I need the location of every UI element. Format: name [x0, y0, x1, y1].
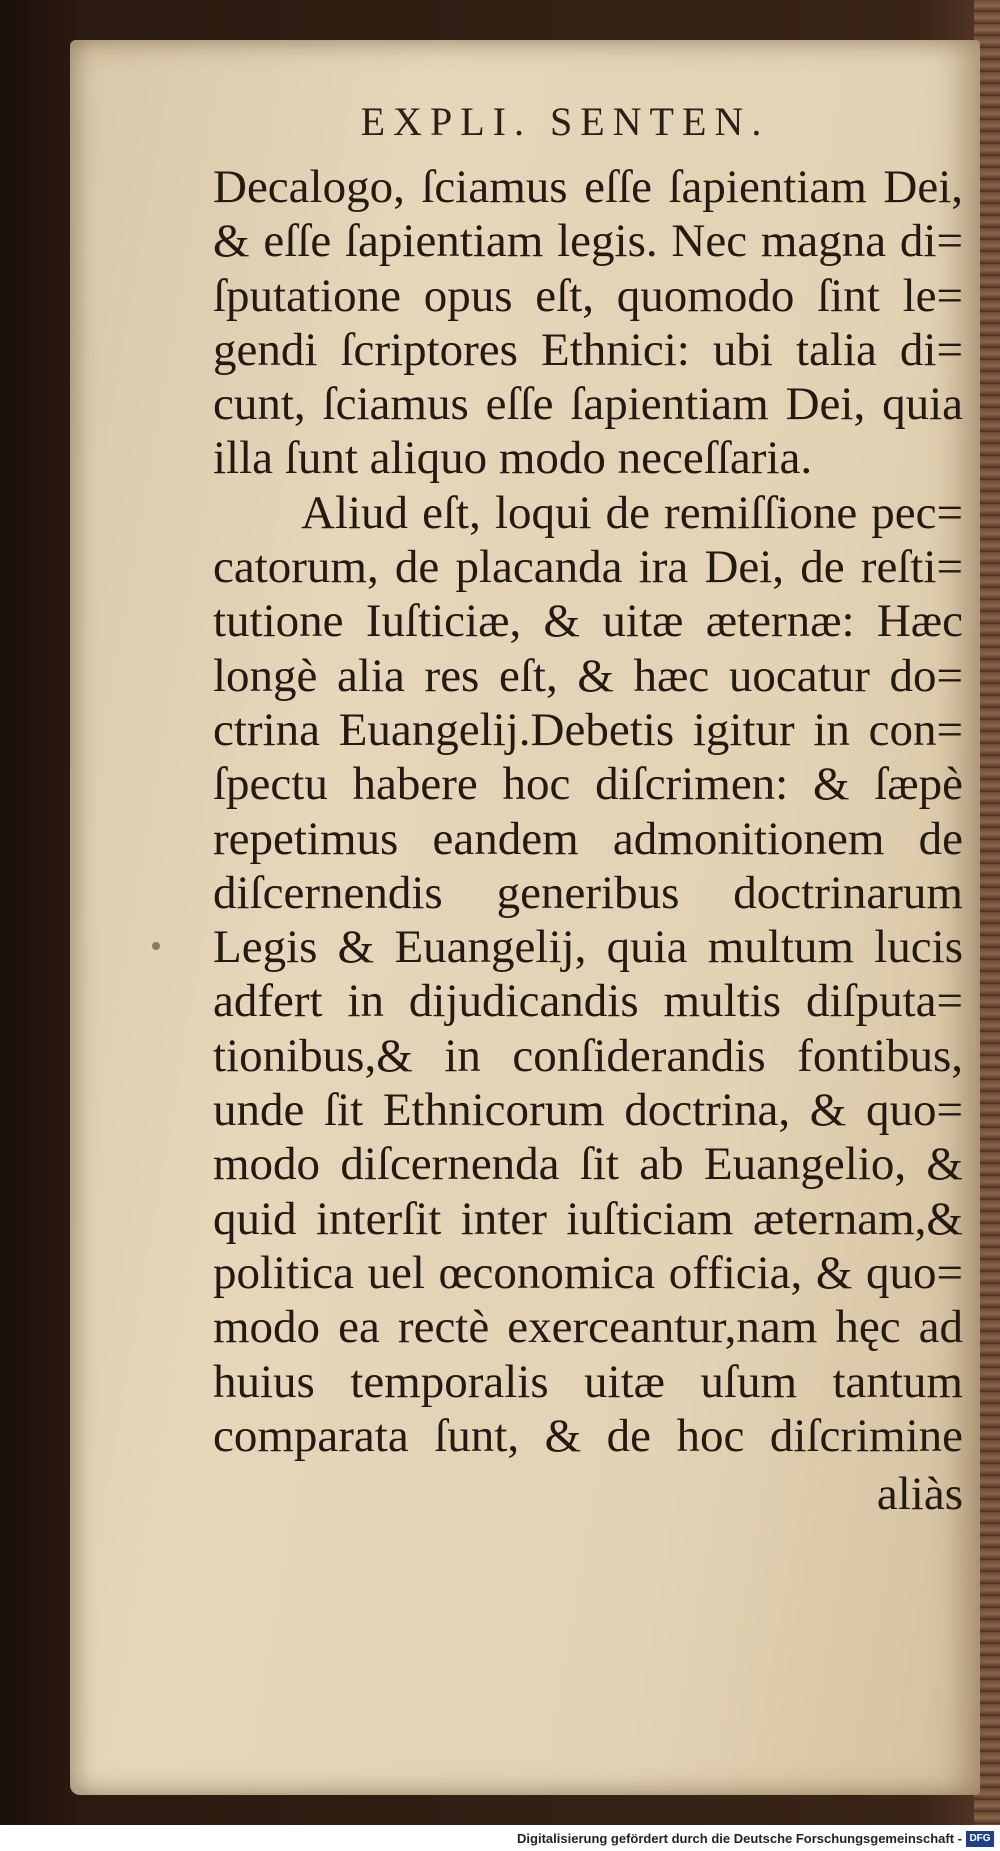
text-line: huius temporalis uitæ uſum tantum	[213, 1355, 963, 1408]
book-page	[70, 40, 980, 1795]
text-line: Decalogo, ſciamus eſſe ſapientiam Dei,	[213, 161, 963, 213]
text-line: adfert in dijudicandis multis diſputa=	[213, 975, 963, 1028]
text-line: illa ſunt aliquo modo neceſſaria.	[213, 432, 813, 485]
text-line: unde ſit Ethnicorum doctrina, & quo=	[213, 1084, 963, 1137]
text-line: quid interſit inter iuſticiam æternam,&	[213, 1192, 963, 1245]
text-line: tionibus,& in conſiderandis fontibus,	[213, 1029, 963, 1082]
footer-strip	[0, 1825, 1000, 1851]
text-line: ſpectu habere hoc diſcrimen: & ſæpè	[213, 758, 963, 811]
text-line: longè alia res eſt, & hæc uocatur do=	[213, 649, 963, 702]
margin-mark	[152, 942, 160, 950]
text-line: comparata ſunt, & de hoc diſcrimine	[213, 1409, 963, 1462]
text-line: gendi ſcriptores Ethnici: ubi talia di=	[213, 323, 963, 376]
text-line: Legis & Euangelij, quia multum lucis	[213, 921, 963, 974]
text-line: Aliud eſt, loqui de remiſſione pec=	[301, 486, 963, 539]
text-line: politica uel œconomica officia, & quo=	[213, 1246, 963, 1299]
text-block	[213, 160, 963, 1521]
text-line: ſputatione opus eſt, quomodo ſint le=	[213, 269, 963, 322]
catchword: aliàs	[876, 1468, 963, 1521]
text-line: modo diſcernenda ſit ab Euangelio, &	[213, 1138, 963, 1191]
text-line: modo ea rectè exerceantur,nam hęc ad	[213, 1301, 963, 1354]
text-line: ctrina Euangelij.Debetis igitur in con=	[213, 703, 963, 756]
digitization-note: Digitalisierung gefördert durch die Deutsche Forschungsgemeinschaft -	[517, 1831, 962, 1846]
text-line: & eſſe ſapientiam legis. Nec magna di=	[213, 215, 963, 268]
running-head: EXPLI. SENTEN.	[360, 99, 770, 144]
text-line: tutione Iuſticiæ, & uitæ æternæ: Hæc	[213, 595, 963, 648]
text-line: cunt, ſciamus eſſe ſapientiam Dei, quia	[213, 378, 963, 431]
text-line: repetimus eandem admonitionem de	[213, 812, 963, 865]
text-line: catorum, de placanda ira Dei, de reſti=	[213, 541, 963, 594]
dfg-logo: DFG	[966, 1831, 994, 1847]
text-line: diſcernendis generibus doctrinarum	[213, 866, 963, 919]
